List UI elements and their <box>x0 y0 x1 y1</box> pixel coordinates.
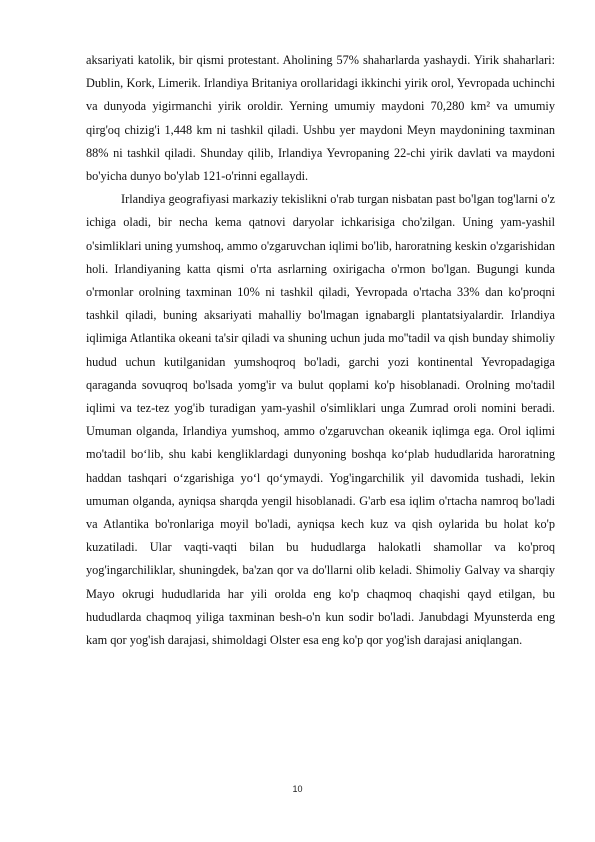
document-body <box>86 49 555 652</box>
paragraph-continuation: aksariyati katolik, bir qismi protestant. Aholining 57% shaharlarda yashaydi. Yirik shaharlari: Dublin, Kork, Limerik. Irlandiya Britaniya orollaridagi ikkinchi yirik orol, Yevropada uchinchi va dunyoda yigirmanchi yirik oroldir. Yerning umumiy maydoni 70,280 km² va umumiy qirg'oq chizig'i 1,448 km ni tashkil qiladi. Ushbu yer maydoni Meyn maydonining taxminan 88% ni tashkil qiladi. Shunday qilib, Irlandiya Yevropaning 22-chi yirik davlati va maydoni bo'yicha dunyo bo'ylab 121-o'rinni egallaydi. <box>86 53 555 184</box>
paragraph-geography: Irlandiya geografiyasi markaziy tekislikni o'rab turgan nisbatan past bo'lgan tog'larni o'z ichiga oladi, bir necha kema qatnovi daryolar ichkarisiga cho'zilgan. Uning yam-yashil o'simliklari uning yumshoq, ammo o'zgaruvchan iqlimi bo'lib, haroratning keskin o'zgarishidan holi. Irlandiyaning katta qismi o'rta asrlarning oxirigacha o'rmon bo'lgan. Bugungi kunda o'rmonlar orolning taxminan 10% ni tashkil qiladi, Yevropada o'rtacha 33% dan ko'proqni tashkil qiladi, buning aksariyati mahalliy bo'lmagan ignabargli plantatsiyalardir. Irlandiya iqlimiga Atlantika okeani ta'sir qiladi va shuning uchun juda mo''tadil va qish bunday shimoliy hudud uchun kutilganidan yumshoqroq bo'ladi, garchi yozi kontinental Yevropadagiga qaraganda sovuqroq bo'lsada yomg'ir va bulut qoplami ko'p hisoblanadi. Orolning mo'tadil iqlimi va tez-tez yog'ib turadigan yam-yashil o'simliklari unga Zumrad oroli nomini beradi. Umuman olganda, Irlandiya yumshoq, ammo o'zgaruvchan okeanik iqlimga ega. Orol iqlimi mo'tadil bo‘lib, shu kabi kengliklardagi dunyoning boshqa ko‘plab hududlarida haroratning haddan tashqari o‘zgarishiga yo‘l qo‘ymaydi. Yog'ingarchilik yil davomida tushadi, lekin umuman olganda, ayniqsa sharqda yengil hisoblanadi. G'arb esa iqlim o'rtacha namroq bo'ladi va Atlantika bo'ronlariga moyil bo'ladi, ayniqsa kech kuz va qish oylarida bu holat ko'p kuzatiladi. Ular vaqti-vaqti bilan bu hududlarga halokatli shamollar va ko'proq yog'ingarchiliklar, shuningdek, ba'zan qor va do'llarni olib keladi. Shimoliy Galvay va sharqiy Mayo okrugi hududlarida har yili orolda eng ko'p chaqmoq chaqishi qayd etilgan, bu hududlarda chaqmoq yiliga taxminan besh-o'n kun sodir bo'ladi. Janubdagi Myunsterda eng kam qor yog'ish darajasi, shimoldagi Olster esa eng ko'p qor yog'ish darajasi aniqlangan. <box>86 192 555 648</box>
page-number: 10 <box>292 784 303 794</box>
